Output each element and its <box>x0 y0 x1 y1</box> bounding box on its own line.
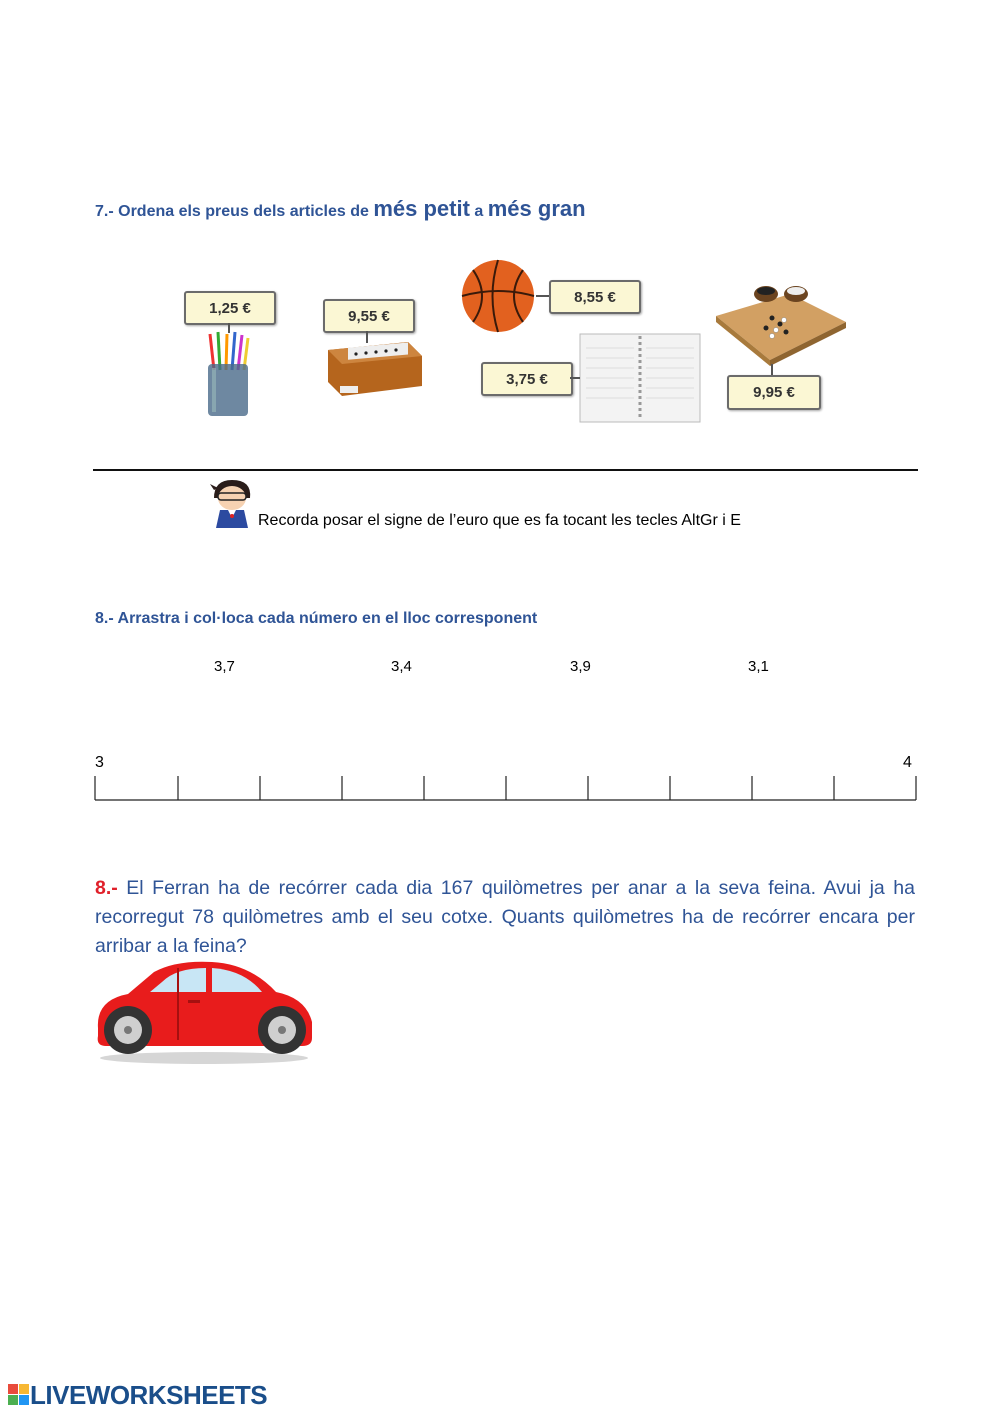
price-tag-dominoes: 9,55 € <box>323 299 415 333</box>
go-board-image <box>714 280 848 366</box>
draggable-number[interactable]: 3,9 <box>570 658 591 675</box>
price-tag-notebook: 3,75 € <box>481 362 573 396</box>
draggable-number[interactable]: 3,7 <box>214 658 235 675</box>
answer-line[interactable] <box>93 469 918 471</box>
word-problem-text: 8.- El Ferran ha de recórrer cada dia 167 quilòmetres per anar a la seva feina. Avui ja ha recorregut 78 quilòmetres amb el seu cotxe. Quants quilòmetres ha de recórrer encara per arribar a la feina? <box>95 877 915 957</box>
logo-icon <box>8 1384 30 1406</box>
pencil-cup-image <box>200 330 256 418</box>
drop-zone[interactable] <box>140 764 218 794</box>
basketball-image <box>459 258 537 334</box>
connector-line <box>366 331 368 343</box>
q8-title: 8.- Arrastra i col·loca cada número en el lloc corresponent <box>95 610 538 627</box>
price-tag-go-board: 9,95 € <box>727 375 821 410</box>
price-tag-basketball: 8,55 € <box>549 280 641 314</box>
red-car-image <box>92 958 316 1066</box>
drop-zone[interactable] <box>384 764 462 794</box>
connector-line <box>570 377 580 379</box>
domino-box-image <box>322 336 426 400</box>
connector-line <box>536 295 550 297</box>
cartoon-character-icon <box>208 476 256 530</box>
draggable-number[interactable]: 3,4 <box>391 658 412 675</box>
drop-zone[interactable] <box>630 764 708 794</box>
liveworksheets-logo[interactable]: LIVEWORKSHEETS <box>8 1380 267 1411</box>
q7-title: 7.- Ordena els preus dels articles de més petit a més gran <box>95 196 586 221</box>
reminder-text: Recorda posar el signe de l’euro que es fa tocant les tecles AltGr i E <box>258 512 741 529</box>
number-line-start-label: 3 <box>95 754 104 771</box>
notebook-image <box>578 332 702 424</box>
draggable-number[interactable]: 3,1 <box>748 658 769 675</box>
price-tag-pencils: 1,25 € <box>184 291 276 325</box>
drop-zone[interactable] <box>794 764 872 794</box>
connector-line <box>228 323 230 333</box>
number-line-end-label: 4 <box>903 754 912 771</box>
